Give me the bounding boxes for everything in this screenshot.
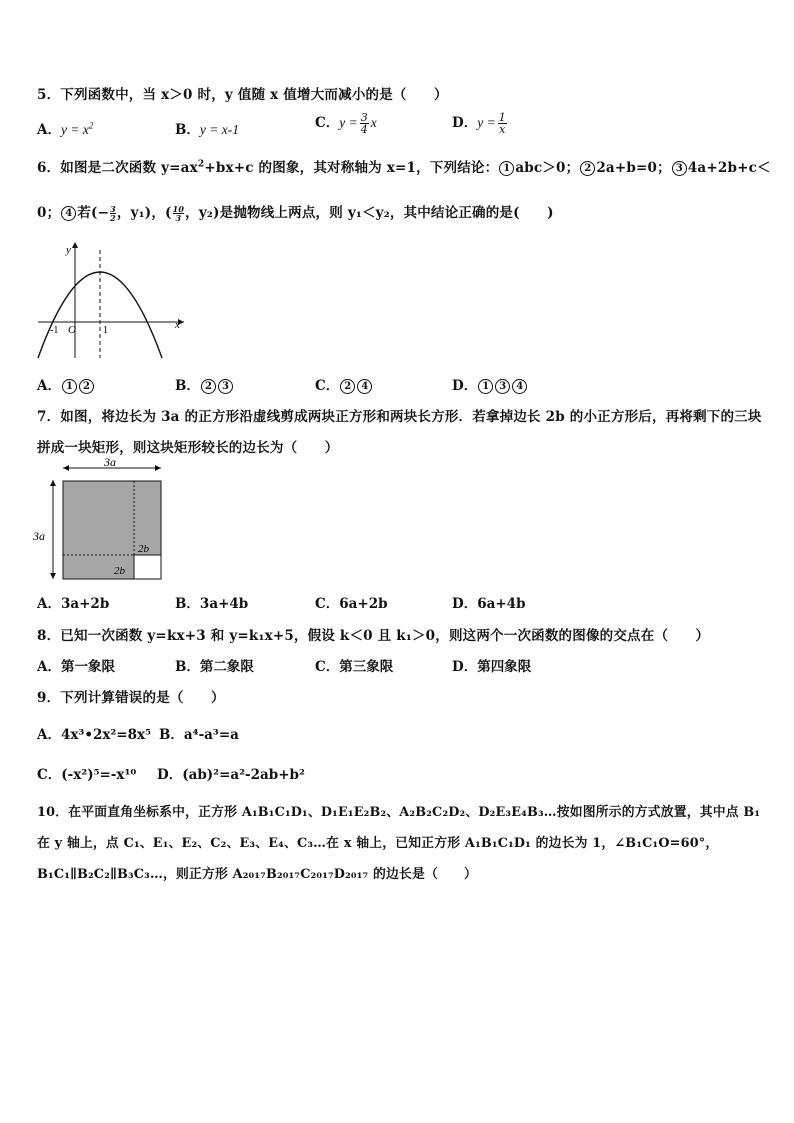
q7-option-d[interactable]: D．6a+4b xyxy=(452,596,526,612)
q6-line1: 6．如图是二次函数 $y=ax^2+bx+c$ 的图象，其对称轴为 x=1，下列结论： 1 abc＞0； 2 2a+b=0； 3 4a+2b+c＜ xyxy=(37,159,771,176)
x-axis-label: x xyxy=(175,319,180,331)
q7-line1: 7．如图，将边长为 3a 的正方形沿虚线剪成两块正方形和两块长方形．若拿掉边长 2b 的小正方形后，再将剩下的三块 xyxy=(37,409,762,425)
inner-label-1: 2b xyxy=(138,543,149,555)
q5-stem: 5．下列函数中，当 x＞0 时，y 值随 x 值增大而减小的是（ ） xyxy=(37,87,448,103)
q6-option-a[interactable]: A． 1 2 xyxy=(37,374,95,394)
q8-options xyxy=(37,655,757,675)
q7-line2: 拼成一块矩形，则这块矩形较长的边长为（ ） xyxy=(37,440,339,456)
q9-option-a[interactable]: A．4x³•2x²=8x⁵ xyxy=(37,727,151,743)
q6-parabola-graph xyxy=(30,238,190,366)
q10-line2: 在 y 轴上，点 C₁、E₁、E₂、C₂、E₃、E₄、C₃…在 x 轴上，已知正方形 A₁B₁C₁D₁ 的边长为 1，∠B₁C₁O=60°， xyxy=(37,836,719,851)
q8-option-c[interactable]: C．第三象限 xyxy=(315,659,394,675)
top-label: 3a xyxy=(104,458,116,469)
q8-option-a[interactable]: A．第一象限 xyxy=(37,659,115,675)
q7-options xyxy=(37,592,757,612)
q8-option-b[interactable]: B．第二象限 xyxy=(175,659,254,675)
q8-stem: 8．已知一次函数 y=kx+3 和 y=k₁x+5，假设 k＜0 且 k₁＞0，则这两个一次函数的图像的交点在（ ） xyxy=(37,628,710,644)
inner-label-2: 2b xyxy=(114,565,125,577)
q8-option-d[interactable]: D．第四象限 xyxy=(452,659,532,675)
one-label: 1 xyxy=(103,325,108,336)
q5-option-d[interactable]: D．y = $\frac{1}{x}$ xyxy=(452,111,506,136)
y-axis-label: y xyxy=(66,244,71,256)
q7-option-a[interactable]: A．3a+2b xyxy=(37,596,110,612)
q7-option-b[interactable]: B．3a+4b xyxy=(175,596,249,612)
circled-3: 3 xyxy=(672,161,687,176)
q5-option-a[interactable]: A．$y = x^2$ xyxy=(37,120,94,138)
removed-small-square xyxy=(134,555,161,579)
q5-options xyxy=(37,111,757,138)
q9-stem: 9．下列计算错误的是（ ） xyxy=(37,690,225,706)
q6-line2: 0； 4 若(− $\frac{3}{2}$ ，y₁)，( $\frac{10}{3}$ ，y₂)是抛物线上两点，则 y₁＜y₂，其中结论正确的是( ) xyxy=(37,204,554,223)
minus-one-label: -1 xyxy=(50,325,59,336)
q7-square-figure xyxy=(30,458,170,588)
left-label: 3a xyxy=(33,529,45,543)
q9-options-row2 xyxy=(37,763,757,783)
q9-options-row1 xyxy=(37,723,757,743)
q9-option-d[interactable]: D．(ab)²=a²-2ab+b² xyxy=(157,767,305,783)
q6-option-b[interactable]: B． 2 3 xyxy=(175,374,234,394)
q6-options xyxy=(37,374,757,394)
q5-option-c[interactable]: C．y = $\frac{3}{4}$ x xyxy=(315,111,377,136)
circled-4: 4 xyxy=(61,206,76,221)
q6-option-c[interactable]: C． 2 4 xyxy=(315,374,373,394)
q7-option-c[interactable]: C．6a+2b xyxy=(315,596,388,612)
q9-option-b[interactable]: B．a⁴-a³=a xyxy=(159,727,239,743)
y-axis-arrow xyxy=(72,242,78,248)
q10-line3: B₁C₁∥B₂C₂∥B₃C₃…，则正方形 A₂₀₁₇B₂₀₁₇C₂₀₁₇D₂₀₁₇ 的边长是（ ） xyxy=(37,867,477,882)
q5-option-b[interactable]: B．y = x-1 xyxy=(175,122,240,138)
circled-2: 2 xyxy=(580,161,595,176)
origin-label: O xyxy=(68,324,76,336)
circled-1: 1 xyxy=(499,161,514,176)
q6-option-d[interactable]: D． 1 3 4 xyxy=(452,374,528,394)
q9-option-c[interactable]: C．(-x²)⁵=-x¹⁰ xyxy=(37,767,137,783)
q10-line1: 10．在平面直角坐标系中，正方形 A₁B₁C₁D₁、D₁E₁E₂B₂、A₂B₂C₂D₂、D₂E₃E₄B₃…按如图所示的方式放置，其中点 B₁ xyxy=(37,805,761,820)
